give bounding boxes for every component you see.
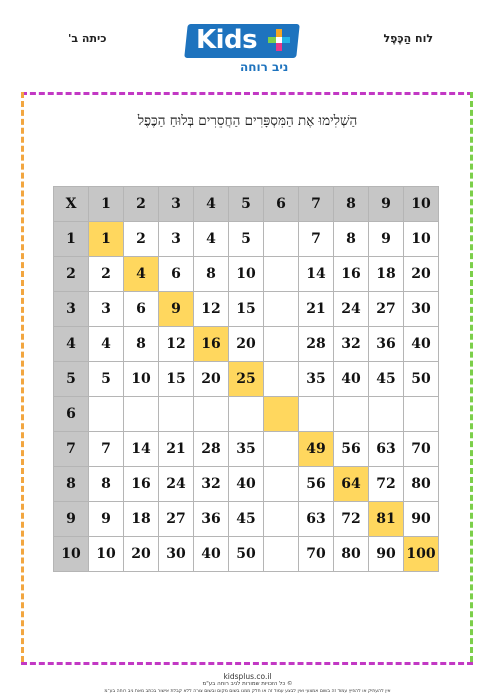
product-cell: 10 [404, 222, 439, 257]
multiplication-table [53, 186, 439, 572]
dashed-border-right [470, 92, 473, 662]
row-header-cell: 6 [54, 397, 89, 432]
product-cell: 12 [194, 292, 229, 327]
corner-cell: X [54, 187, 89, 222]
row-header-cell: 7 [54, 432, 89, 467]
diagonal-cell: 100 [404, 537, 439, 572]
product-cell: 9 [89, 502, 124, 537]
dashed-border-top [21, 92, 473, 95]
product-cell: 4 [89, 327, 124, 362]
blank-cell[interactable] [194, 397, 229, 432]
product-cell: 15 [159, 362, 194, 397]
product-cell: 36 [369, 327, 404, 362]
diagonal-cell: 25 [229, 362, 264, 397]
product-cell: 7 [299, 222, 334, 257]
product-cell: 40 [404, 327, 439, 362]
column-header-cell: 1 [89, 187, 124, 222]
product-cell: 90 [404, 502, 439, 537]
blank-cell[interactable] [229, 397, 264, 432]
row-header-cell: 9 [54, 502, 89, 537]
column-header-cell: 4 [194, 187, 229, 222]
logo-text: Kids [196, 25, 258, 55]
product-cell: 2 [124, 222, 159, 257]
product-cell: 6 [159, 257, 194, 292]
product-cell: 8 [89, 467, 124, 502]
table-row [54, 362, 439, 397]
column-header-cell: 8 [334, 187, 369, 222]
column-header-cell: 7 [299, 187, 334, 222]
blank-cell[interactable] [299, 397, 334, 432]
product-cell: 56 [299, 467, 334, 502]
row-header-cell: 10 [54, 537, 89, 572]
product-cell: 63 [299, 502, 334, 537]
product-cell: 10 [89, 537, 124, 572]
product-cell: 5 [89, 362, 124, 397]
table-row [54, 467, 439, 502]
footer-copyright: © כל הזכויות שמורות לניב רוחה בע"מ [202, 681, 293, 687]
table-row [54, 502, 439, 537]
product-cell: 35 [299, 362, 334, 397]
dashed-border-left [21, 92, 24, 662]
product-cell: 8 [334, 222, 369, 257]
product-cell: 2 [89, 257, 124, 292]
product-cell: 24 [159, 467, 194, 502]
product-cell: 16 [334, 257, 369, 292]
column-header-cell: 5 [229, 187, 264, 222]
row-header-cell: 2 [54, 257, 89, 292]
product-cell: 20 [194, 362, 229, 397]
blank-cell[interactable] [264, 257, 299, 292]
footer-notice: אין להעתיק או להפיץ עמוד זה בשום אמצעי ואין לבצע עמוד זה או חלק ממנו בשום מקום ובשום צורה ללא קבלת אישור בכתב מאת ניב רוחה בע"מ [104, 689, 391, 694]
column-header-cell: 2 [124, 187, 159, 222]
grade-label: כיתה ב' [68, 32, 107, 45]
table-row [54, 432, 439, 467]
plus-icon [266, 27, 292, 53]
product-cell: 50 [229, 537, 264, 572]
table-row [54, 537, 439, 572]
row-header-cell: 1 [54, 222, 89, 257]
blank-cell[interactable] [159, 397, 194, 432]
product-cell: 80 [404, 467, 439, 502]
product-cell: 27 [159, 502, 194, 537]
blank-cell[interactable] [264, 467, 299, 502]
blank-cell[interactable] [264, 502, 299, 537]
product-cell: 18 [369, 257, 404, 292]
diagonal-cell: 9 [159, 292, 194, 327]
table-header-row [54, 187, 439, 222]
product-cell: 5 [229, 222, 264, 257]
column-header-cell: 9 [369, 187, 404, 222]
product-cell: 4 [194, 222, 229, 257]
row-header-cell: 8 [54, 467, 89, 502]
diagonal-cell: 81 [369, 502, 404, 537]
dashed-border-bottom [21, 662, 473, 665]
product-cell: 36 [194, 502, 229, 537]
product-cell: 45 [369, 362, 404, 397]
product-cell: 32 [334, 327, 369, 362]
worksheet-instruction: הַשְׁלִימוּ אֶת הַמִּסְפָּרִים הַחֲסֵרִים בְּלוּחַ הַכֶּפֶל [137, 113, 358, 129]
product-cell: 80 [334, 537, 369, 572]
blank-cell[interactable] [89, 397, 124, 432]
blank-cell[interactable] [124, 397, 159, 432]
table-row [54, 222, 439, 257]
product-cell: 12 [159, 327, 194, 362]
table-row [54, 327, 439, 362]
product-cell: 14 [299, 257, 334, 292]
product-cell: 28 [299, 327, 334, 362]
product-cell: 16 [124, 467, 159, 502]
product-cell: 90 [369, 537, 404, 572]
product-cell: 14 [124, 432, 159, 467]
product-cell: 6 [124, 292, 159, 327]
product-cell: 3 [89, 292, 124, 327]
product-cell: 18 [124, 502, 159, 537]
blank-cell[interactable] [264, 327, 299, 362]
product-cell: 28 [194, 432, 229, 467]
product-cell: 50 [404, 362, 439, 397]
product-cell: 3 [159, 222, 194, 257]
product-cell: 8 [124, 327, 159, 362]
column-header-cell: 6 [264, 187, 299, 222]
product-cell: 27 [369, 292, 404, 327]
table-row [54, 292, 439, 327]
product-cell: 21 [299, 292, 334, 327]
product-cell: 30 [159, 537, 194, 572]
product-cell: 9 [369, 222, 404, 257]
blank-cell[interactable] [264, 432, 299, 467]
diagonal-cell: 4 [124, 257, 159, 292]
blank-cell[interactable] [334, 397, 369, 432]
product-cell: 8 [194, 257, 229, 292]
product-cell: 32 [194, 467, 229, 502]
product-cell: 35 [229, 432, 264, 467]
product-cell: 72 [334, 502, 369, 537]
column-header-cell: 3 [159, 187, 194, 222]
row-header-cell: 3 [54, 292, 89, 327]
blank-cell[interactable] [404, 397, 439, 432]
logo-subtitle: ניב רוחה [240, 60, 289, 74]
product-cell: 63 [369, 432, 404, 467]
diagonal-cell[interactable] [264, 397, 299, 432]
topic-label: לוח הַכֶּפֶל [383, 32, 433, 45]
product-cell: 30 [404, 292, 439, 327]
product-cell: 21 [159, 432, 194, 467]
row-header-cell: 4 [54, 327, 89, 362]
product-cell: 10 [124, 362, 159, 397]
blank-cell[interactable] [264, 537, 299, 572]
table-row [54, 397, 439, 432]
product-cell: 20 [229, 327, 264, 362]
product-cell: 20 [124, 537, 159, 572]
diagonal-cell: 1 [89, 222, 124, 257]
diagonal-cell: 16 [194, 327, 229, 362]
product-cell: 15 [229, 292, 264, 327]
product-cell: 40 [194, 537, 229, 572]
product-cell: 24 [334, 292, 369, 327]
table-row [54, 257, 439, 292]
blank-cell[interactable] [264, 222, 299, 257]
product-cell: 20 [404, 257, 439, 292]
product-cell: 45 [229, 502, 264, 537]
diagonal-cell: 49 [299, 432, 334, 467]
product-cell: 56 [334, 432, 369, 467]
kids-logo [186, 20, 306, 74]
product-cell: 7 [89, 432, 124, 467]
footer-url: kidsplus.co.il [223, 672, 272, 681]
blank-cell[interactable] [369, 397, 404, 432]
product-cell: 10 [229, 257, 264, 292]
blank-cell[interactable] [264, 292, 299, 327]
product-cell: 40 [229, 467, 264, 502]
diagonal-cell: 64 [334, 467, 369, 502]
row-header-cell: 5 [54, 362, 89, 397]
product-cell: 70 [299, 537, 334, 572]
product-cell: 40 [334, 362, 369, 397]
column-header-cell: 10 [404, 187, 439, 222]
blank-cell[interactable] [264, 362, 299, 397]
product-cell: 72 [369, 467, 404, 502]
product-cell: 70 [404, 432, 439, 467]
